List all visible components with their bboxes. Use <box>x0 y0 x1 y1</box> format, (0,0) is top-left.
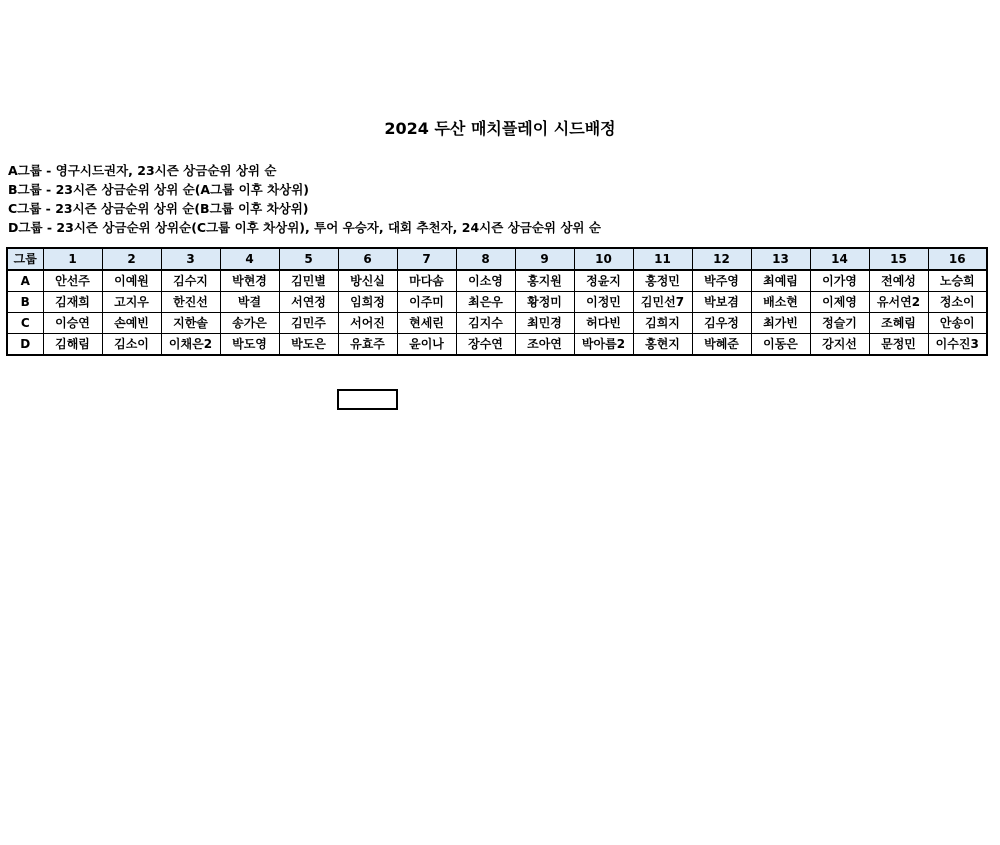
group-b-description: B그룹 - 23시즌 상금순위 상위 순(A그룹 이후 차상위) <box>8 182 310 197</box>
player-cell: 김민선7 <box>633 292 692 313</box>
player-cell: 정윤지 <box>574 270 633 292</box>
player-cell: 임희정 <box>338 292 397 313</box>
player-cell: 박혜준 <box>692 334 751 356</box>
player-cell: 고지우 <box>102 292 161 313</box>
player-cell: 이가영 <box>810 270 869 292</box>
player-cell: 조혜림 <box>869 313 928 334</box>
player-cell: 지한솔 <box>161 313 220 334</box>
player-cell: 김소이 <box>102 334 161 356</box>
player-cell: 송가은 <box>220 313 279 334</box>
group-label: D <box>7 334 43 356</box>
player-cell: 정소이 <box>928 292 987 313</box>
player-cell: 이승연 <box>43 313 102 334</box>
group-label: C <box>7 313 43 334</box>
player-cell: 김지수 <box>456 313 515 334</box>
player-cell: 이예원 <box>102 270 161 292</box>
player-cell: 이수진3 <box>928 334 987 356</box>
header-seed-7: 7 <box>397 248 456 270</box>
player-cell: 이제영 <box>810 292 869 313</box>
header-seed-15: 15 <box>869 248 928 270</box>
header-row <box>7 248 987 270</box>
group-label: A <box>7 270 43 292</box>
player-cell: 김희지 <box>633 313 692 334</box>
player-cell: 박보겸 <box>692 292 751 313</box>
player-cell: 박현경 <box>220 270 279 292</box>
header-seed-2: 2 <box>102 248 161 270</box>
player-cell: 박주영 <box>692 270 751 292</box>
player-cell: 강지선 <box>810 334 869 356</box>
player-cell: 홍현지 <box>633 334 692 356</box>
player-cell: 윤이나 <box>397 334 456 356</box>
header-seed-4: 4 <box>220 248 279 270</box>
header-seed-5: 5 <box>279 248 338 270</box>
player-cell: 이주미 <box>397 292 456 313</box>
player-cell: 유효주 <box>338 334 397 356</box>
player-cell: 방신실 <box>338 270 397 292</box>
header-seed-1: 1 <box>43 248 102 270</box>
player-cell: 마다솜 <box>397 270 456 292</box>
player-cell: 최민경 <box>515 313 574 334</box>
player-cell: 이정민 <box>574 292 633 313</box>
page-title: 2024 두산 매치플레이 시드배정 <box>384 119 616 138</box>
player-cell: 전예성 <box>869 270 928 292</box>
player-cell: 한진선 <box>161 292 220 313</box>
player-cell: 현세린 <box>397 313 456 334</box>
player-cell: 이소영 <box>456 270 515 292</box>
player-cell: 김수지 <box>161 270 220 292</box>
player-cell: 이동은 <box>751 334 810 356</box>
player-cell: 문정민 <box>869 334 928 356</box>
header-seed-11: 11 <box>633 248 692 270</box>
player-cell: 손예빈 <box>102 313 161 334</box>
header-seed-6: 6 <box>338 248 397 270</box>
player-cell: 허다빈 <box>574 313 633 334</box>
player-cell: 황정미 <box>515 292 574 313</box>
player-cell: 장수연 <box>456 334 515 356</box>
group-c-description: C그룹 - 23시즌 상금순위 상위 순(B그룹 이후 차상위) <box>8 201 309 216</box>
header-seed-12: 12 <box>692 248 751 270</box>
group-label: B <box>7 292 43 313</box>
player-cell: 박도은 <box>279 334 338 356</box>
header-seed-8: 8 <box>456 248 515 270</box>
player-cell: 박아름2 <box>574 334 633 356</box>
group-a-description: A그룹 - 영구시드권자, 23시즌 상금순위 상위 순 <box>8 163 277 178</box>
player-cell: 정슬기 <box>810 313 869 334</box>
player-cell: 김우정 <box>692 313 751 334</box>
header-seed-3: 3 <box>161 248 220 270</box>
header-seed-9: 9 <box>515 248 574 270</box>
group-d-description: D그룹 - 23시즌 상금순위 상위순(C그룹 이후 차상위), 투어 우승자, 대회 추천자, 24시즌 상금순위 상위 순 <box>8 220 601 235</box>
header-seed-14: 14 <box>810 248 869 270</box>
player-cell: 유서연2 <box>869 292 928 313</box>
player-cell: 배소현 <box>751 292 810 313</box>
player-cell: 최예림 <box>751 270 810 292</box>
player-cell: 안송이 <box>928 313 987 334</box>
player-cell: 김민주 <box>279 313 338 334</box>
player-cell: 서어진 <box>338 313 397 334</box>
player-cell: 노승희 <box>928 270 987 292</box>
player-cell: 홍정민 <box>633 270 692 292</box>
group-row-d <box>7 334 987 356</box>
group-row-b <box>7 292 987 313</box>
player-cell: 최은우 <box>456 292 515 313</box>
selected-cell-box[interactable] <box>337 389 398 410</box>
player-cell: 이채은2 <box>161 334 220 356</box>
player-cell: 안선주 <box>43 270 102 292</box>
player-cell: 최가빈 <box>751 313 810 334</box>
player-cell: 서연정 <box>279 292 338 313</box>
group-row-c <box>7 313 987 334</box>
group-row-a <box>7 270 987 292</box>
header-seed-10: 10 <box>574 248 633 270</box>
player-cell: 김재희 <box>43 292 102 313</box>
player-cell: 박결 <box>220 292 279 313</box>
player-cell: 김해림 <box>43 334 102 356</box>
player-cell: 조아연 <box>515 334 574 356</box>
header-seed-16: 16 <box>928 248 987 270</box>
player-cell: 김민별 <box>279 270 338 292</box>
seed-table <box>6 247 988 356</box>
header-seed-13: 13 <box>751 248 810 270</box>
player-cell: 박도영 <box>220 334 279 356</box>
header-group: 그룹 <box>7 248 43 270</box>
player-cell: 홍지원 <box>515 270 574 292</box>
